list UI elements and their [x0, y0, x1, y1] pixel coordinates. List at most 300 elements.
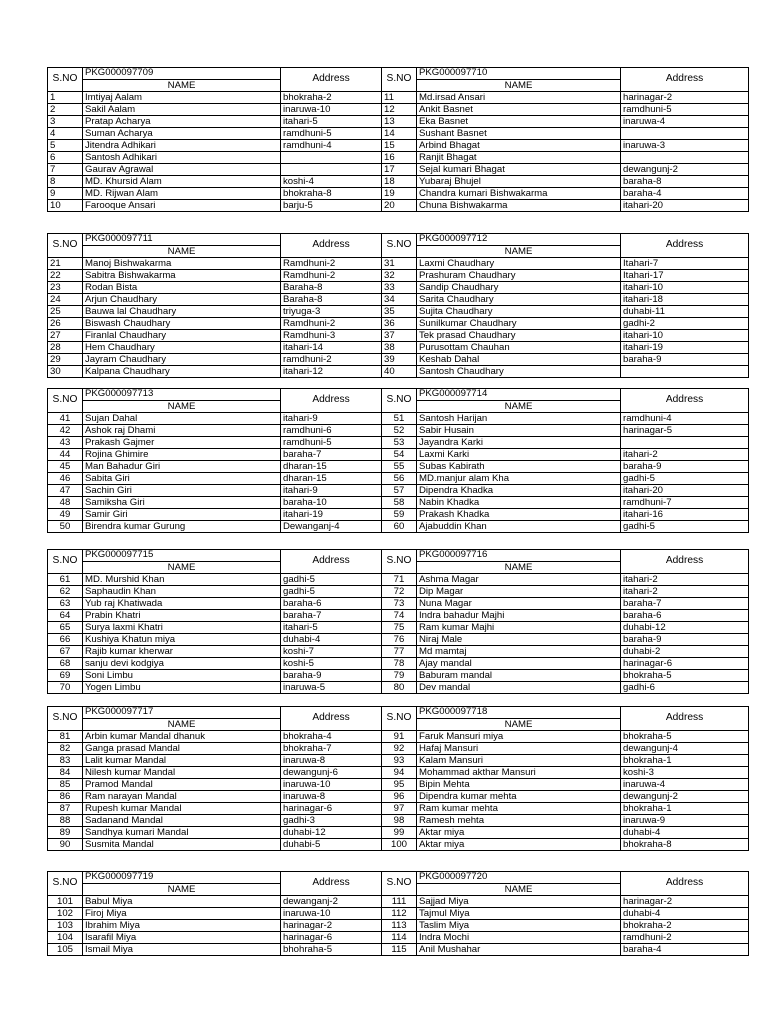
name-header: NAME [417, 562, 621, 574]
serial-number: 84 [48, 767, 83, 779]
address: itahari-19 [621, 342, 749, 354]
address: harinagar-2 [281, 920, 382, 932]
serial-number: 82 [48, 743, 83, 755]
serial-number: 74 [382, 610, 417, 622]
serial-number: 35 [382, 306, 417, 318]
person-name: Niraj Male [417, 634, 621, 646]
address: dharan-15 [281, 473, 382, 485]
address: ramdhuni-2 [281, 354, 382, 366]
person-name: Nilesh kumar Mandal [83, 767, 281, 779]
table-row [48, 658, 749, 670]
person-name: Ashok raj Dhami [83, 425, 281, 437]
address: triyuga-3 [281, 306, 382, 318]
person-name: Kalpana Chaudhary [83, 366, 281, 378]
serial-number: 78 [382, 658, 417, 670]
serial-number: 68 [48, 658, 83, 670]
address: baraha-7 [281, 449, 382, 461]
serial-number: 73 [382, 598, 417, 610]
package-code: PKG000097712 [417, 234, 621, 246]
serial-number: 97 [382, 803, 417, 815]
serial-number: 34 [382, 294, 417, 306]
person-name: Surya laxmi Khatri [83, 622, 281, 634]
address: dharan-15 [281, 461, 382, 473]
address: itahari-12 [281, 366, 382, 378]
address: harinagar-6 [621, 658, 749, 670]
person-name: Dipendra Khadka [417, 485, 621, 497]
serial-number: 45 [48, 461, 83, 473]
person-name: Birendra kumar Gurung [83, 521, 281, 533]
address-header: Address [621, 707, 749, 731]
serial-number: 76 [382, 634, 417, 646]
address: bhokraha-8 [281, 188, 382, 200]
table-row [48, 413, 749, 425]
serial-number: 114 [382, 932, 417, 944]
package-table [47, 871, 749, 956]
person-name: Rajib kumar kherwar [83, 646, 281, 658]
address: baraha-7 [621, 598, 749, 610]
address: duhabi-12 [281, 827, 382, 839]
table-row [48, 767, 749, 779]
person-name: Bipin Mehta [417, 779, 621, 791]
address: itahari-2 [621, 586, 749, 598]
person-name: Tek prasad Chaudhary [417, 330, 621, 342]
table-row [48, 366, 749, 378]
package-code: PKG000097710 [417, 68, 621, 80]
person-name: Rodan Bista [83, 282, 281, 294]
person-name: Farooque Ansari [83, 200, 281, 212]
person-name: Bauwa lal Chaudhary [83, 306, 281, 318]
address: duhabi-4 [621, 827, 749, 839]
person-name: Ranjit Bhagat [417, 152, 621, 164]
serial-number: 60 [382, 521, 417, 533]
table-row [48, 521, 749, 533]
person-name: Aktar miya [417, 839, 621, 851]
address: itahari-2 [621, 574, 749, 586]
person-name: Dev mandal [417, 682, 621, 694]
table-row [48, 294, 749, 306]
person-name: Taslim Miya [417, 920, 621, 932]
person-name: Samir Giri [83, 509, 281, 521]
serial-number: 100 [382, 839, 417, 851]
serial-number: 57 [382, 485, 417, 497]
address [621, 152, 749, 164]
serial-number: 38 [382, 342, 417, 354]
address: baraha-4 [621, 944, 749, 956]
serial-number: 28 [48, 342, 83, 354]
table-header-row [48, 68, 749, 80]
address: ramdhuni-2 [621, 932, 749, 944]
serial-number: 26 [48, 318, 83, 330]
table-row [48, 920, 749, 932]
address: Itahari-17 [621, 270, 749, 282]
person-name: Sujita Chaudhary [417, 306, 621, 318]
table-row [48, 497, 749, 509]
person-name: Ram narayan Mandal [83, 791, 281, 803]
table-row [48, 815, 749, 827]
address: inaruwa-8 [281, 755, 382, 767]
table-row [48, 104, 749, 116]
serial-number: 6 [48, 152, 83, 164]
address-header: Address [281, 707, 382, 731]
table-row [48, 164, 749, 176]
serial-number: 58 [382, 497, 417, 509]
serial-number: 71 [382, 574, 417, 586]
address: duhabi-11 [621, 306, 749, 318]
serial-number: 13 [382, 116, 417, 128]
serial-number: 61 [48, 574, 83, 586]
person-name: Man Bahadur Giri [83, 461, 281, 473]
serial-number: 25 [48, 306, 83, 318]
serial-number: 18 [382, 176, 417, 188]
serial-number: 5 [48, 140, 83, 152]
sno-header: S.NO [48, 872, 83, 896]
person-name: Ramesh mehta [417, 815, 621, 827]
table-row [48, 839, 749, 851]
address: bhohraha-5 [281, 944, 382, 956]
person-name: Jayandra Karki [417, 437, 621, 449]
serial-number: 19 [382, 188, 417, 200]
address: baraha-8 [621, 176, 749, 188]
person-name: Faruk Mansuri miya [417, 731, 621, 743]
serial-number: 102 [48, 908, 83, 920]
address: Ramdhuni-3 [281, 330, 382, 342]
address [621, 128, 749, 140]
address: gadhi-5 [621, 521, 749, 533]
table-row [48, 803, 749, 815]
address: itahari-2 [621, 449, 749, 461]
table-row [48, 200, 749, 212]
address: baraha-6 [621, 610, 749, 622]
serial-number: 81 [48, 731, 83, 743]
package-code: PKG000097716 [417, 550, 621, 562]
serial-number: 94 [382, 767, 417, 779]
address: ramdhuni-5 [281, 128, 382, 140]
address-header: Address [281, 389, 382, 413]
table-row [48, 449, 749, 461]
serial-number: 85 [48, 779, 83, 791]
serial-number: 115 [382, 944, 417, 956]
address: baraha-7 [281, 610, 382, 622]
person-name: Md mamtaj [417, 646, 621, 658]
table-row [48, 509, 749, 521]
person-name: MD. Khursid Alam [83, 176, 281, 188]
person-name: Chuna Bishwakarma [417, 200, 621, 212]
person-name: Yogen Limbu [83, 682, 281, 694]
address: harinagar-5 [621, 425, 749, 437]
sno-header: S.NO [48, 234, 83, 258]
serial-number: 79 [382, 670, 417, 682]
serial-number: 48 [48, 497, 83, 509]
serial-number: 41 [48, 413, 83, 425]
address: gadhi-3 [281, 815, 382, 827]
serial-number: 95 [382, 779, 417, 791]
table-row [48, 437, 749, 449]
address: dewangunj-2 [621, 164, 749, 176]
address: barju-5 [281, 200, 382, 212]
address: koshi-7 [281, 646, 382, 658]
sno-header: S.NO [382, 707, 417, 731]
person-name: Sabitra Bishwakarma [83, 270, 281, 282]
person-name: Biswash Chaudhary [83, 318, 281, 330]
table-row [48, 342, 749, 354]
name-header: NAME [83, 401, 281, 413]
person-name: Ashma Magar [417, 574, 621, 586]
address: gadhi-5 [281, 574, 382, 586]
serial-number: 11 [382, 92, 417, 104]
person-name: Purusottam Chauhan [417, 342, 621, 354]
person-name: Subas Kabirath [417, 461, 621, 473]
address-header: Address [621, 872, 749, 896]
address: dewangunj-6 [281, 767, 382, 779]
person-name: Ismail Miya [83, 944, 281, 956]
address: inaruwa-10 [281, 104, 382, 116]
serial-number: 2 [48, 104, 83, 116]
person-name: Keshab Dahal [417, 354, 621, 366]
table-row [48, 188, 749, 200]
address: inaruwa-10 [281, 779, 382, 791]
address: bhokraha-1 [621, 755, 749, 767]
serial-number: 44 [48, 449, 83, 461]
person-name: Hafaj Mansuri [417, 743, 621, 755]
person-name: Prabin Khatri [83, 610, 281, 622]
address-header: Address [281, 550, 382, 574]
sno-header: S.NO [382, 68, 417, 92]
sno-header: S.NO [48, 707, 83, 731]
table-row [48, 670, 749, 682]
table-row [48, 152, 749, 164]
address: bhokraha-5 [621, 731, 749, 743]
person-name: Arbind Bhagat [417, 140, 621, 152]
serial-number: 101 [48, 896, 83, 908]
address: bhokraha-2 [281, 92, 382, 104]
address: dewanganj-2 [281, 896, 382, 908]
person-name: Santosh Chaudhary [417, 366, 621, 378]
serial-number: 90 [48, 839, 83, 851]
person-name: MD. Rijwan Alam [83, 188, 281, 200]
person-name: Sujan Dahal [83, 413, 281, 425]
serial-number: 15 [382, 140, 417, 152]
address: itahari-10 [621, 330, 749, 342]
table-row [48, 731, 749, 743]
address: koshi-4 [281, 176, 382, 188]
person-name: Ram kumar Majhi [417, 622, 621, 634]
person-name: Imtiyaj Aalam [83, 92, 281, 104]
serial-number: 24 [48, 294, 83, 306]
address: baraha-4 [621, 188, 749, 200]
serial-number: 75 [382, 622, 417, 634]
address: gadhi-5 [621, 473, 749, 485]
person-name: Babul Miya [83, 896, 281, 908]
address-header: Address [281, 872, 382, 896]
package-table [47, 549, 749, 694]
serial-number: 21 [48, 258, 83, 270]
person-name: Saphaudin Khan [83, 586, 281, 598]
serial-number: 9 [48, 188, 83, 200]
serial-number: 112 [382, 908, 417, 920]
person-name: Prakash Khadka [417, 509, 621, 521]
serial-number: 92 [382, 743, 417, 755]
table-row [48, 140, 749, 152]
serial-number: 20 [382, 200, 417, 212]
person-name: Aktar miya [417, 827, 621, 839]
table-row [48, 485, 749, 497]
package-code: PKG000097714 [417, 389, 621, 401]
person-name: Prakash Gajmer [83, 437, 281, 449]
name-header: NAME [83, 884, 281, 896]
address: bhokraha-4 [281, 731, 382, 743]
serial-number: 10 [48, 200, 83, 212]
table-row [48, 270, 749, 282]
package-table [47, 67, 749, 212]
table-row [48, 128, 749, 140]
serial-number: 89 [48, 827, 83, 839]
person-name: Susmita Mandal [83, 839, 281, 851]
sno-header: S.NO [382, 872, 417, 896]
table-row [48, 743, 749, 755]
name-header: NAME [417, 246, 621, 258]
person-name: Sadanand Mandal [83, 815, 281, 827]
serial-number: 47 [48, 485, 83, 497]
serial-number: 49 [48, 509, 83, 521]
address [281, 152, 382, 164]
person-name: Laxmi Chaudhary [417, 258, 621, 270]
serial-number: 62 [48, 586, 83, 598]
person-name: Arjun Chaudhary [83, 294, 281, 306]
person-name: Ankit Basnet [417, 104, 621, 116]
person-name: Jitendra Adhikari [83, 140, 281, 152]
address: koshi-3 [621, 767, 749, 779]
person-name: Rupesh kumar Mandal [83, 803, 281, 815]
table-row [48, 461, 749, 473]
serial-number: 37 [382, 330, 417, 342]
serial-number: 87 [48, 803, 83, 815]
address: inaruwa-4 [621, 116, 749, 128]
serial-number: 80 [382, 682, 417, 694]
name-header: NAME [417, 884, 621, 896]
table-row [48, 586, 749, 598]
person-name: Sachin Giri [83, 485, 281, 497]
address: bhokraha-7 [281, 743, 382, 755]
person-name: Sabir Husain [417, 425, 621, 437]
address: itahari-5 [281, 622, 382, 634]
serial-number: 33 [382, 282, 417, 294]
table-row [48, 827, 749, 839]
serial-number: 54 [382, 449, 417, 461]
table-header-row [48, 707, 749, 719]
serial-number: 14 [382, 128, 417, 140]
person-name: Gaurav Agrawal [83, 164, 281, 176]
serial-number: 1 [48, 92, 83, 104]
person-name: Santosh Adhikari [83, 152, 281, 164]
table-header-row [48, 872, 749, 884]
address: gadhi-5 [281, 586, 382, 598]
serial-number: 98 [382, 815, 417, 827]
address: itahari-10 [621, 282, 749, 294]
table-row [48, 908, 749, 920]
address: itahari-14 [281, 342, 382, 354]
person-name: Prashuram Chaudhary [417, 270, 621, 282]
serial-number: 46 [48, 473, 83, 485]
address: Baraha-8 [281, 282, 382, 294]
package-code: PKG000097709 [83, 68, 281, 80]
serial-number: 16 [382, 152, 417, 164]
serial-number: 105 [48, 944, 83, 956]
serial-number: 96 [382, 791, 417, 803]
address: inaruwa-10 [281, 908, 382, 920]
address-header: Address [281, 68, 382, 92]
person-name: Hem Chaudhary [83, 342, 281, 354]
serial-number: 86 [48, 791, 83, 803]
table-row [48, 425, 749, 437]
person-name: Firanlal Chaudhary [83, 330, 281, 342]
person-name: MD. Murshid Khan [83, 574, 281, 586]
address: itahari-18 [621, 294, 749, 306]
serial-number: 8 [48, 176, 83, 188]
table-row [48, 634, 749, 646]
address-header: Address [281, 234, 382, 258]
person-name: Arbin kumar Mandal dhanuk [83, 731, 281, 743]
person-name: Kalam Mansuri [417, 755, 621, 767]
package-code: PKG000097715 [83, 550, 281, 562]
name-header: NAME [417, 401, 621, 413]
address: inaruwa-4 [621, 779, 749, 791]
person-name: Jayram Chaudhary [83, 354, 281, 366]
table-header-row [48, 389, 749, 401]
serial-number: 70 [48, 682, 83, 694]
address: itahari-5 [281, 116, 382, 128]
person-name: Ibrahim Miya [83, 920, 281, 932]
person-name: Manoj Bishwakarma [83, 258, 281, 270]
serial-number: 27 [48, 330, 83, 342]
table-header-row [48, 234, 749, 246]
serial-number: 111 [382, 896, 417, 908]
person-name: sanju devi kodgiya [83, 658, 281, 670]
person-name: Nuna Magar [417, 598, 621, 610]
name-header: NAME [83, 719, 281, 731]
table-row [48, 755, 749, 767]
address: gadhi-2 [621, 318, 749, 330]
table-row [48, 116, 749, 128]
address: inaruwa-8 [281, 791, 382, 803]
table-row [48, 779, 749, 791]
package-code: PKG000097719 [83, 872, 281, 884]
table-row [48, 610, 749, 622]
address: harinagar-6 [281, 932, 382, 944]
serial-number: 66 [48, 634, 83, 646]
person-name: Ganga prasad Mandal [83, 743, 281, 755]
serial-number: 36 [382, 318, 417, 330]
serial-number: 23 [48, 282, 83, 294]
address: baraha-9 [621, 354, 749, 366]
address: dewangunj-4 [621, 743, 749, 755]
person-name: Yubaraj Bhujel [417, 176, 621, 188]
address: harinagar-2 [621, 896, 749, 908]
package-table [47, 388, 749, 533]
table-row [48, 646, 749, 658]
address: inaruwa-3 [621, 140, 749, 152]
table-row [48, 622, 749, 634]
person-name: Isarafil Miya [83, 932, 281, 944]
address: bhokraha-2 [621, 920, 749, 932]
person-name: Indra Mochi [417, 932, 621, 944]
serial-number: 67 [48, 646, 83, 658]
table-header-row [48, 550, 749, 562]
person-name: Dip Magar [417, 586, 621, 598]
person-name: Kushiya Khatun miya [83, 634, 281, 646]
person-name: Suman Acharya [83, 128, 281, 140]
address: Ramdhuni-2 [281, 270, 382, 282]
person-name: Sarita Chaudhary [417, 294, 621, 306]
